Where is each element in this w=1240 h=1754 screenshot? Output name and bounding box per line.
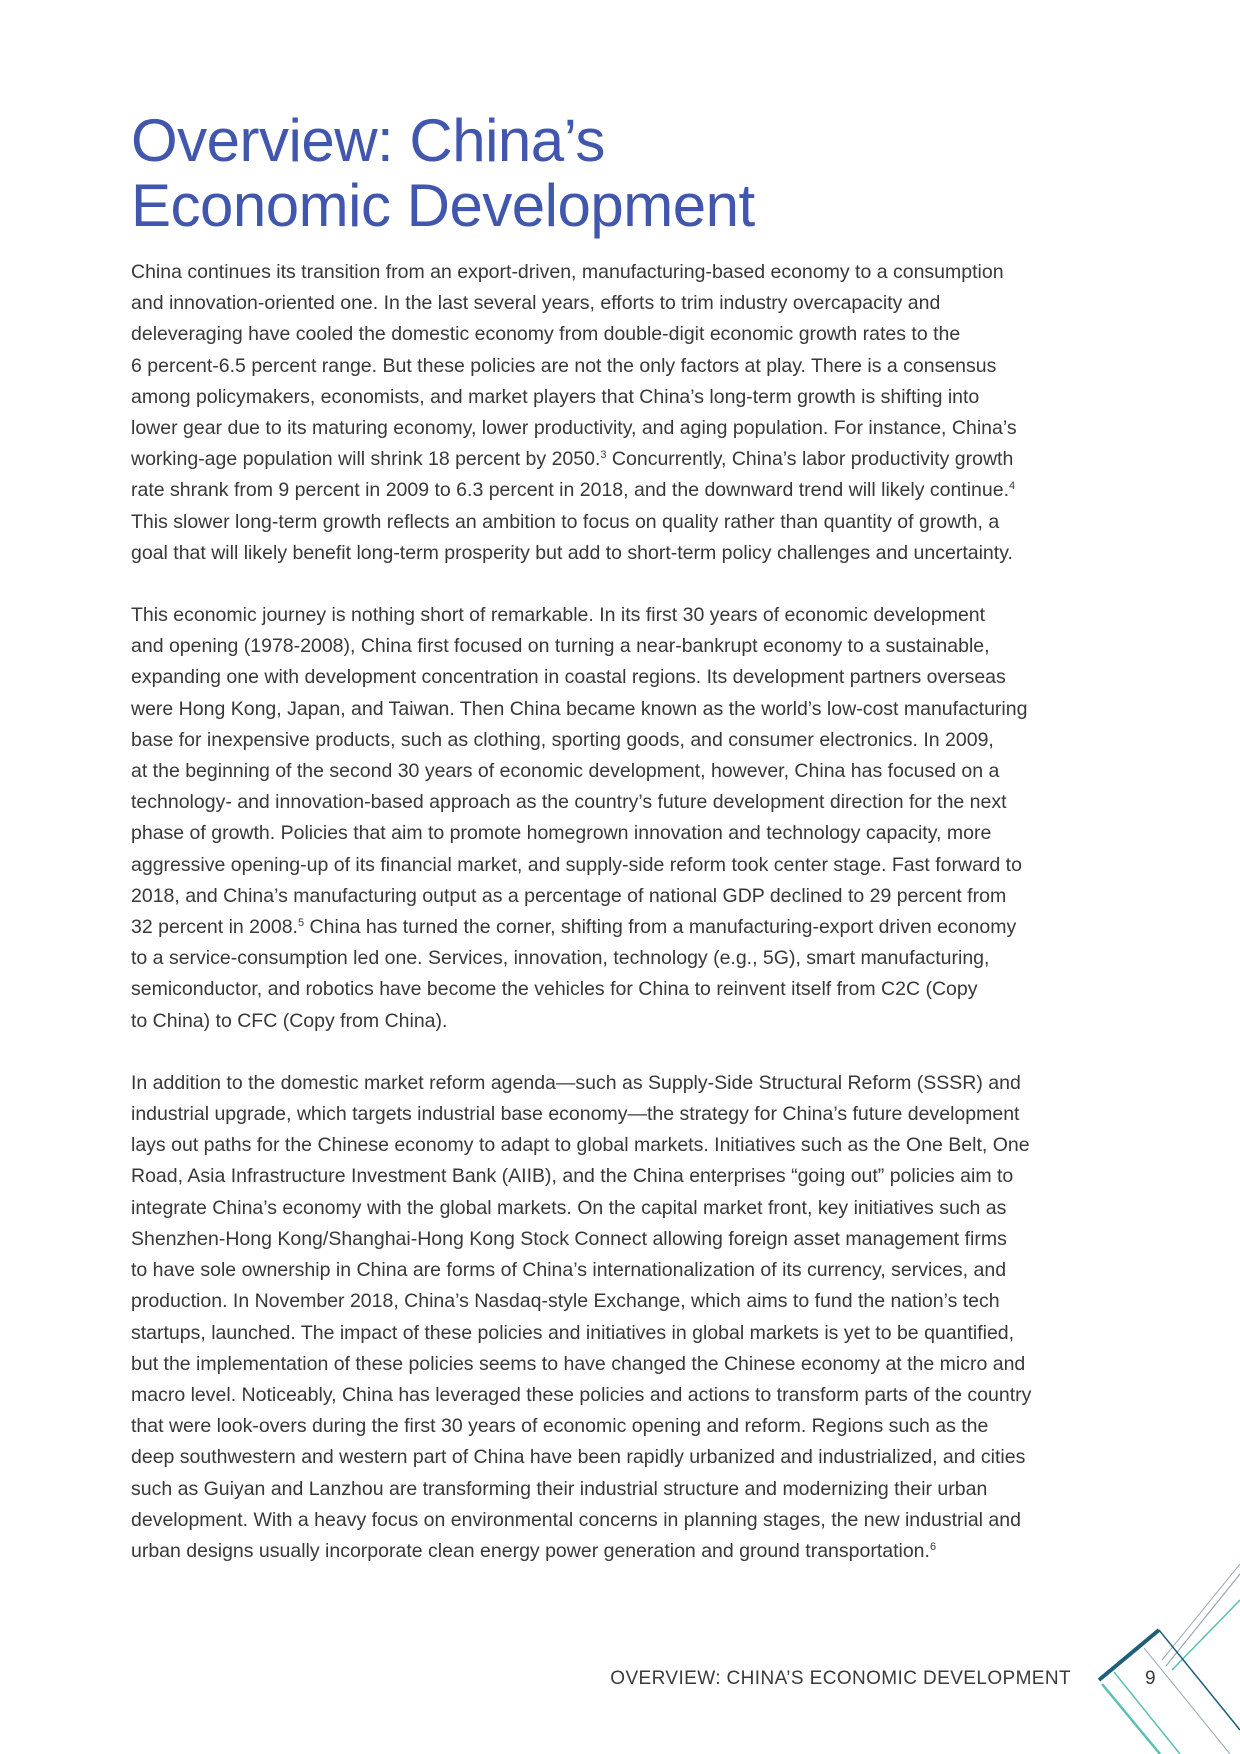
body-text	[131, 257, 1111, 1598]
text-line: and opening (1978-2008), China first focused on turning a near-bankrupt economy to a sustainable,	[131, 635, 990, 658]
text-line: deleveraging have cooled the domestic economy from double-digit economic growth rates to the	[131, 323, 961, 346]
text-line: startups, launched. The impact of these policies and initiatives in global markets is yet to be quantified,	[131, 1321, 1015, 1344]
page-number: 9	[1145, 1668, 1156, 1689]
text-line: industrial upgrade, which targets industrial base economy—the strategy for China’s future development	[131, 1103, 1020, 1126]
text-line: development. With a heavy focus on environmental concerns in planning stages, the new industrial and	[131, 1508, 1021, 1531]
text-line: to a service-consumption led one. Services, innovation, technology (e.g., 5G), smart manufacturing,	[131, 947, 990, 970]
footnote-ref-4: 4	[1009, 480, 1016, 493]
text-line: lower gear due to its maturing economy, lower productivity, and aging population. For instance, China’s	[131, 417, 1017, 440]
text-line: 2018, and China’s manufacturing output as a percentage of national GDP declined to 29 percent from	[131, 884, 1007, 907]
text-line: deep southwestern and western part of China have been rapidly urbanized and industrialized, and cities	[131, 1446, 1026, 1469]
text-line	[131, 1536, 1111, 1567]
text-line: and innovation-oriented one. In the last several years, efforts to trim industry overcapacity and	[131, 292, 941, 315]
text-line: at the beginning of the second 30 years of economic development, however, China has focused on a	[131, 760, 1000, 783]
paragraph-2	[131, 600, 1111, 1037]
text-line: This slower long-term growth reflects an ambition to focus on quality rather than quantity of growth, a	[131, 510, 1000, 533]
text-line: 6 percent-6.5 percent range. But these policies are not the only factors at play. There is a consensus	[131, 354, 997, 377]
text-line: phase of growth. Policies that aim to promote homegrown innovation and technology capacity, more	[131, 822, 992, 845]
text-fragment: China has turned the corner, shifting from a manufacturing-export driven economy	[304, 916, 1017, 939]
text-line: technology- and innovation-based approach as the country’s future development direction for the next	[131, 791, 1007, 814]
text-line: that were look-overs during the first 30 years of economic opening and reform. Regions such as the	[131, 1415, 989, 1438]
text-line: Shenzhen-Hong Kong/Shanghai-Hong Kong Stock Connect allowing foreign asset management firms	[131, 1227, 1007, 1250]
footnote-ref-6: 6	[929, 1540, 937, 1553]
footnote-ref-3: 3	[600, 449, 607, 462]
deco-line	[1114, 1672, 1180, 1754]
text-line: integrate China’s economy with the global markets. On the capital market front, key initiatives such as	[131, 1196, 1007, 1219]
text-line	[131, 475, 1111, 506]
page-title	[131, 108, 1031, 238]
text-line: lays out paths for the Chinese economy to adapt to global markets. Initiatives such as the One Belt, One	[131, 1134, 1030, 1157]
text-line: but the implementation of these policies seems to have changed the Chinese economy at the micro and	[131, 1352, 1026, 1375]
text-line: goal that will likely benefit long-term prosperity but add to short-term policy challenges and uncertainty.	[131, 541, 1013, 564]
text-fragment: urban designs usually incorporate clean energy power generation and ground transportation.	[131, 1539, 930, 1562]
text-line: base for inexpensive products, such as clothing, sporting goods, and consumer electronics. In 2009,	[131, 728, 994, 751]
footnote-ref-5: 5	[297, 917, 305, 930]
text-line: production. In November 2018, China’s Nasdaq-style Exchange, which aims to fund the nation’s tech	[131, 1290, 1000, 1313]
text-fragment: 32 percent in 2008.	[131, 916, 298, 939]
text-fragment: working-age population will shrink 18 percent by 2050.	[131, 448, 601, 471]
text-line: China continues its transition from an export-driven, manufacturing-based economy to a consumption	[131, 261, 1004, 283]
text-line: In addition to the domestic market reform agenda—such as Supply-Side Structural Reform (SSSR) and	[131, 1071, 1021, 1094]
text-line: expanding one with development concentration in coastal regions. Its development partners overseas	[131, 666, 1006, 689]
text-line: to China) to CFC (Copy from China).	[131, 1009, 448, 1032]
text-fragment: Concurrently, China’s labor productivity growth	[606, 448, 1014, 471]
paragraph-1	[131, 257, 1111, 569]
text-line: This economic journey is nothing short of remarkable. In its first 30 years of economic development	[131, 604, 986, 627]
page-title-line-2: Economic Development	[131, 172, 755, 239]
text-line: aggressive opening-up of its financial market, and supply-side reform took center stage. Fast forward to	[131, 853, 1022, 876]
text-line: macro level. Noticeably, China has leveraged these policies and actions to transform parts of the country	[131, 1383, 1032, 1406]
text-line	[131, 444, 1111, 475]
paragraph-3	[131, 1068, 1111, 1567]
text-line: such as Guiyan and Lanzhou are transforming their industrial structure and modernizing their urban	[131, 1477, 988, 1500]
deco-line	[1159, 1630, 1240, 1730]
text-line: to have sole ownership in China are forms of China’s internationalization of its currency, services, and	[131, 1259, 1007, 1282]
text-line: Road, Asia Infrastructure Investment Bank (AIIB), and the China enterprises “going out” policies aim to	[131, 1165, 1014, 1188]
text-line	[131, 912, 1111, 943]
footer-section-title: OVERVIEW: CHINA’S ECONOMIC DEVELOPMENT	[610, 1668, 1071, 1689]
page-title-line-1: Overview: China’s	[131, 107, 605, 174]
text-line: semiconductor, and robotics have become the vehicles for China to reinvent itself from C2C (Copy	[131, 978, 978, 1001]
text-line: were Hong Kong, Japan, and Taiwan. Then China became known as the world’s low-cost manufacturing	[131, 697, 1028, 720]
corner-decoration	[1080, 1560, 1240, 1754]
text-line: among policymakers, economists, and market players that China’s long-term growth is shifting into	[131, 385, 980, 408]
text-fragment: rate shrank from 9 percent in 2009 to 6.3 percent in 2018, and the downward trend will likely continue.	[131, 479, 1010, 502]
